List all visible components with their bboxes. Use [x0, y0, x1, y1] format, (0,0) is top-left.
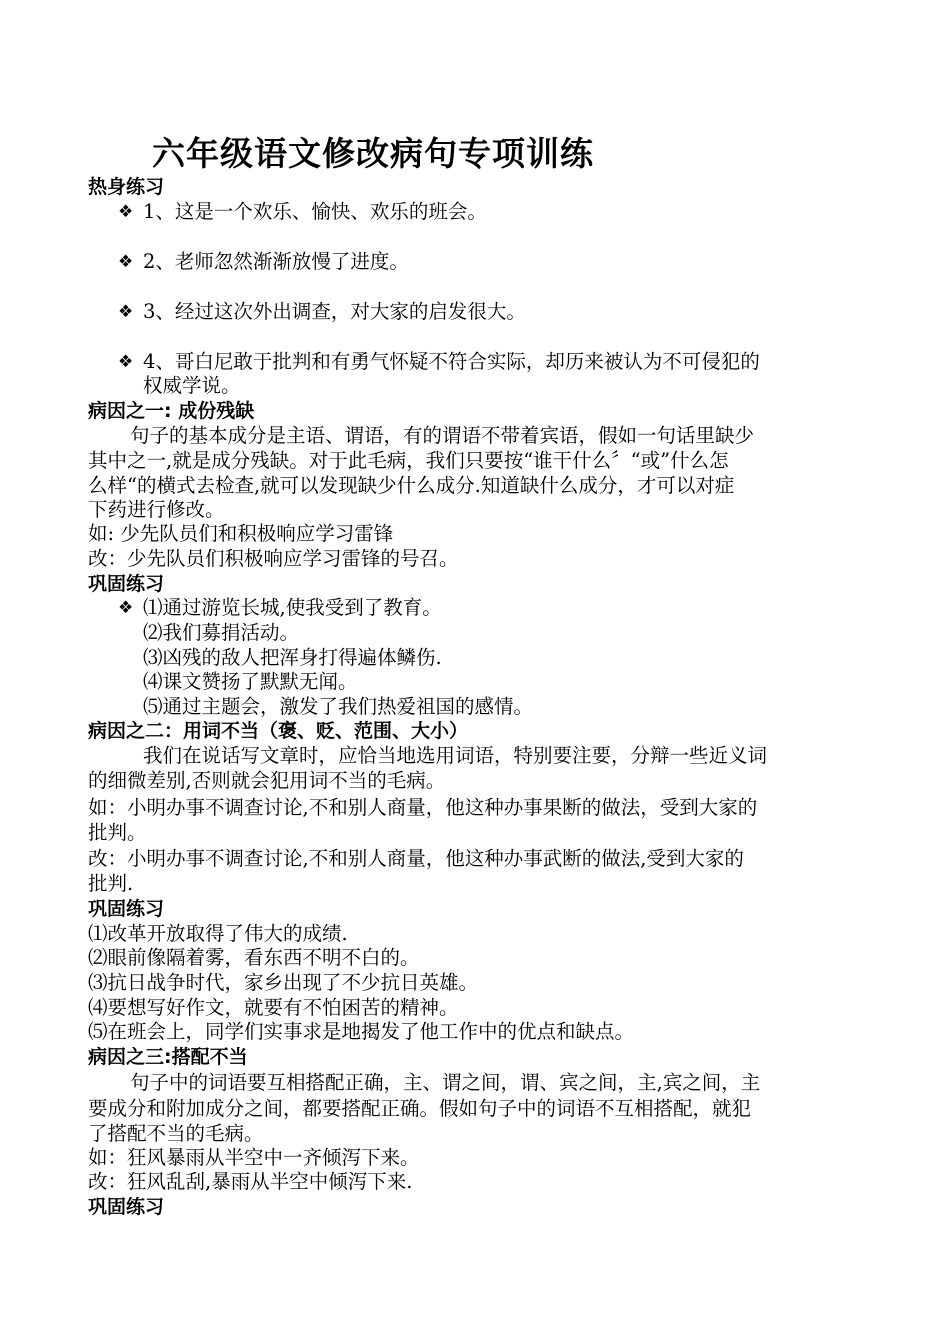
bullet-icon: ❖: [118, 252, 134, 272]
practice-item: ⑶抗日战争时代，家乡出现了不少抗日英雄。: [88, 971, 479, 994]
section2-paragraph-line: 的细微差别,否则就会犯用词不当的毛病。: [88, 769, 446, 792]
section3-fix: 改：狂风乱刮,暴雨从半空中倾泻下来.: [88, 1170, 413, 1193]
section1-fix: 改：少先队员们积极响应学习雷锋的号召。: [88, 547, 459, 570]
practice-item: ⑷课文赞扬了默默无闻。: [143, 670, 358, 693]
section2-fix: 改：小明办事不调查讨论,不和别人商量，他这种办事武断的做法,受到大家的: [88, 847, 744, 870]
practice-item: ⑴改革开放取得了伟大的成绩.: [88, 922, 348, 945]
bullet-icon: ❖: [118, 352, 134, 372]
practice-item: ⑸通过主题会，激发了我们热爱祖国的感情。: [143, 695, 534, 718]
section2-fix-continued: 批判.: [88, 872, 134, 895]
section3-paragraph-line: 句子中的词语要互相搭配正确，主、谓之间，谓、宾之间，主,宾之间，主: [130, 1071, 761, 1094]
section1-example: 如: 少先队员们和积极响应学习雷锋: [88, 522, 394, 545]
section1-practice-heading: 巩固练习: [88, 573, 165, 595]
warmup-item-continued: 权威学说。: [143, 374, 241, 397]
bullet-icon: ❖: [118, 302, 134, 322]
warmup-heading: 热身练习: [88, 176, 165, 198]
section2-example-continued: 批判。: [88, 821, 147, 844]
section3-example: 如：狂风暴雨从半空中一齐倾泻下来。: [88, 1146, 420, 1169]
section2-paragraph-line: 我们在说话写文章时，应恰当地选用词语，特别要注要，分辩一些近义词: [143, 744, 768, 767]
warmup-item: 4、哥白尼敢于批判和有勇气怀疑不符合实际，却历来被认为不可侵犯的: [143, 350, 760, 373]
section2-heading: 病因之二：用词不当（褒、贬、范围、大小）: [88, 720, 469, 742]
section1-paragraph-line: 句子的基本成分是主语、谓语，有的谓语不带着宾语，假如一句话里缺少: [130, 424, 755, 447]
warmup-item: 3、经过这次外出调查，对大家的启发很大。: [143, 300, 526, 323]
section3-practice-heading: 巩固练习: [88, 1196, 165, 1218]
section3-paragraph-line: 了搭配不当的毛病。: [88, 1122, 264, 1145]
practice-item: ⑵眼前像隔着雾，看东西不明不白的。: [88, 946, 420, 969]
bullet-icon: ❖: [118, 202, 134, 222]
bullet-icon: ❖: [118, 598, 134, 618]
section2-example: 如：小明办事不调查讨论,不和别人商量，他这种办事果断的做法，受到大家的: [88, 796, 758, 819]
section1-paragraph-line: 么样“的横式去检查,就可以发现缺少什么成分.知道缺什么成分，才可以对症: [88, 474, 735, 497]
practice-item: ⑴通过游览长城,使我受到了教育。: [143, 596, 442, 619]
practice-item: ⑸在班会上，同学们实事求是地揭发了他工作中的优点和缺点。: [88, 1020, 635, 1043]
section3-heading: 病因之三:搭配不当: [88, 1046, 248, 1068]
section2-practice-heading: 巩固练习: [88, 898, 165, 920]
warmup-item: 2、老师忽然渐渐放慢了进度。: [143, 250, 409, 273]
section1-paragraph-line: 下药进行修改。: [88, 498, 225, 521]
practice-item: ⑶凶残的敌人把浑身打得遍体鳞伤.: [143, 646, 442, 669]
section1-heading: 病因之一: 成份残缺: [88, 400, 255, 422]
practice-item: ⑵我们募捐活动。: [143, 621, 300, 644]
section1-paragraph-line: 其中之一,就是成分残缺。对于此毛病，我们只要按“谁干什么〞“或”什么怎: [88, 449, 729, 472]
practice-item: ⑷要想写好作文，就要有不怕困苦的精神。: [88, 996, 459, 1019]
warmup-item: 1、这是一个欢乐、愉快、欢乐的班会。: [143, 200, 487, 223]
section3-paragraph-line: 要成分和附加成分之间，都要搭配正确。假如句子中的词语不互相搭配，就犯: [88, 1097, 752, 1120]
page-title: 六年级语文修改病句专项训练: [152, 134, 594, 173]
